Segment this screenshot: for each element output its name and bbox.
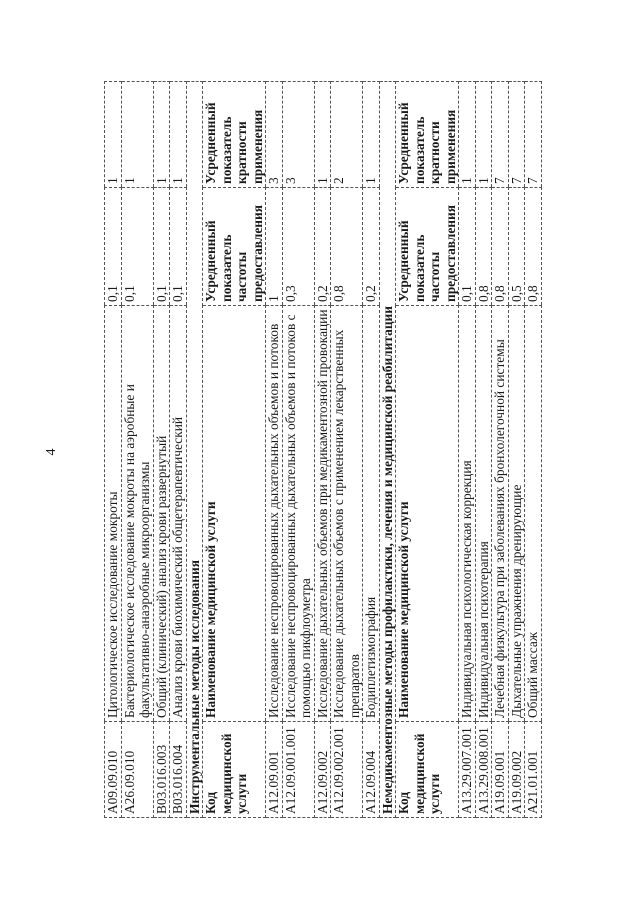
multiplicity-value: 1 bbox=[105, 82, 122, 188]
service-code: A12.09.002 bbox=[314, 722, 331, 818]
service-code: B03.016.004 bbox=[170, 722, 187, 818]
service-name: Общий (клинический) анализ крови развернутый bbox=[153, 306, 170, 722]
multiplicity-value: 1 bbox=[363, 82, 380, 188]
service-name: Лечебная физкультура при заболеваниях бронхолегочной системы bbox=[492, 306, 509, 722]
multiplicity-value: 3 bbox=[266, 82, 283, 188]
frequency-value: 0,1 bbox=[105, 188, 122, 306]
section-title: Немедикаментозные методы профилактики, лечения и медицинской реабилитации bbox=[379, 82, 396, 818]
service-name: Исследование дыхательных объемов при медикаментозной провокации bbox=[314, 306, 331, 722]
multiplicity-value: 7 bbox=[492, 82, 509, 188]
rotated-page bbox=[40, 72, 600, 832]
service-name: Исследование неспровоцированных дыхательных объемов и потоков bbox=[266, 306, 283, 722]
service-name: Анализ крови биохимический общетерапевтический bbox=[170, 306, 187, 722]
frequency-value: 0,8 bbox=[492, 188, 509, 306]
frequency-value: 0,1 bbox=[170, 188, 187, 306]
frequency-value: 0,2 bbox=[363, 188, 380, 306]
frequency-value: 0,3 bbox=[282, 188, 314, 306]
service-name: Бактериологическое исследование мокроты на аэробные и факультативно-анаэробные микроорганизмы bbox=[121, 306, 153, 722]
service-name: Исследование дыхательных объемов с применением лекарственных препаратов bbox=[331, 306, 363, 722]
frequency-value: 0,8 bbox=[331, 188, 363, 306]
table-row bbox=[121, 82, 153, 818]
multiplicity-value: 1 bbox=[314, 82, 331, 188]
service-code: A21.01.001 bbox=[525, 722, 542, 818]
service-name: Цитологическое исследование мокроты bbox=[105, 306, 122, 722]
service-code: A12.09.002.001 bbox=[331, 722, 363, 818]
service-code: A13.29.008.001 bbox=[475, 722, 492, 818]
header-code: Код медицинской услуги bbox=[203, 722, 266, 818]
table-row bbox=[153, 82, 170, 818]
multiplicity-value: 7 bbox=[525, 82, 542, 188]
section-title: Инструментальные методы исследования bbox=[186, 82, 203, 818]
service-code: A09.09.010 bbox=[105, 722, 122, 818]
table-row bbox=[105, 82, 122, 818]
frequency-value: 0,8 bbox=[525, 188, 542, 306]
frequency-value: 1 bbox=[266, 188, 283, 306]
table-row bbox=[314, 82, 331, 818]
table-row bbox=[492, 82, 509, 818]
table-row bbox=[363, 82, 380, 818]
service-code: A12.09.001.001 bbox=[282, 722, 314, 818]
service-code: A26.09.010 bbox=[121, 722, 153, 818]
frequency-value: 0,1 bbox=[153, 188, 170, 306]
multiplicity-value: 1 bbox=[121, 82, 153, 188]
multiplicity-value: 1 bbox=[170, 82, 187, 188]
section-row bbox=[186, 82, 203, 818]
section-row bbox=[379, 82, 396, 818]
header-multiplicity: Усредненный показатель кратности применения bbox=[396, 82, 459, 188]
frequency-value: 0,5 bbox=[508, 188, 525, 306]
table-row bbox=[475, 82, 492, 818]
multiplicity-value: 2 bbox=[331, 82, 363, 188]
service-name: Индивидуальная психотерапия bbox=[475, 306, 492, 722]
table-row bbox=[508, 82, 525, 818]
service-name: Дыхательные упражнения дренирующие bbox=[508, 306, 525, 722]
service-name: Бодиплетизмография bbox=[363, 306, 380, 722]
multiplicity-value: 7 bbox=[508, 82, 525, 188]
service-code: A12.09.001 bbox=[266, 722, 283, 818]
header-frequency: Усредненный показатель частоты предоставления bbox=[396, 188, 459, 306]
frequency-value: 0,1 bbox=[121, 188, 153, 306]
service-name: Общий массаж bbox=[525, 306, 542, 722]
multiplicity-value: 3 bbox=[282, 82, 314, 188]
service-code: A19.09.002 bbox=[508, 722, 525, 818]
table-row bbox=[331, 82, 363, 818]
table-row bbox=[170, 82, 187, 818]
page-number: 4 bbox=[44, 448, 59, 456]
frequency-value: 0,1 bbox=[459, 188, 476, 306]
service-code: B03.016.003 bbox=[153, 722, 170, 818]
service-code: A13.29.007.001 bbox=[459, 722, 476, 818]
header-row bbox=[396, 82, 459, 818]
header-code: Код медицинской услуги bbox=[396, 722, 459, 818]
services-table-area bbox=[104, 82, 542, 818]
header-row bbox=[203, 82, 266, 818]
multiplicity-value: 1 bbox=[459, 82, 476, 188]
header-name: Наименование медицинской услуги bbox=[396, 306, 459, 722]
services-table bbox=[104, 81, 542, 818]
table-row bbox=[525, 82, 542, 818]
header-frequency: Усредненный показатель частоты предоставления bbox=[203, 188, 266, 306]
service-name: Исследование неспровоцированных дыхательных объемов и потоков с помощью пикфлоуметра bbox=[282, 306, 314, 722]
table-row bbox=[282, 82, 314, 818]
service-code: A19.09.001 bbox=[492, 722, 509, 818]
header-name: Наименование медицинской услуги bbox=[203, 306, 266, 722]
service-name: Индивидуальная психологическая коррекция bbox=[459, 306, 476, 722]
header-multiplicity: Усредненный показатель кратности применения bbox=[203, 82, 266, 188]
table-row bbox=[459, 82, 476, 818]
service-code: A12.09.004 bbox=[363, 722, 380, 818]
frequency-value: 0,8 bbox=[475, 188, 492, 306]
multiplicity-value: 1 bbox=[153, 82, 170, 188]
multiplicity-value: 1 bbox=[475, 82, 492, 188]
table-row bbox=[266, 82, 283, 818]
frequency-value: 0,2 bbox=[314, 188, 331, 306]
